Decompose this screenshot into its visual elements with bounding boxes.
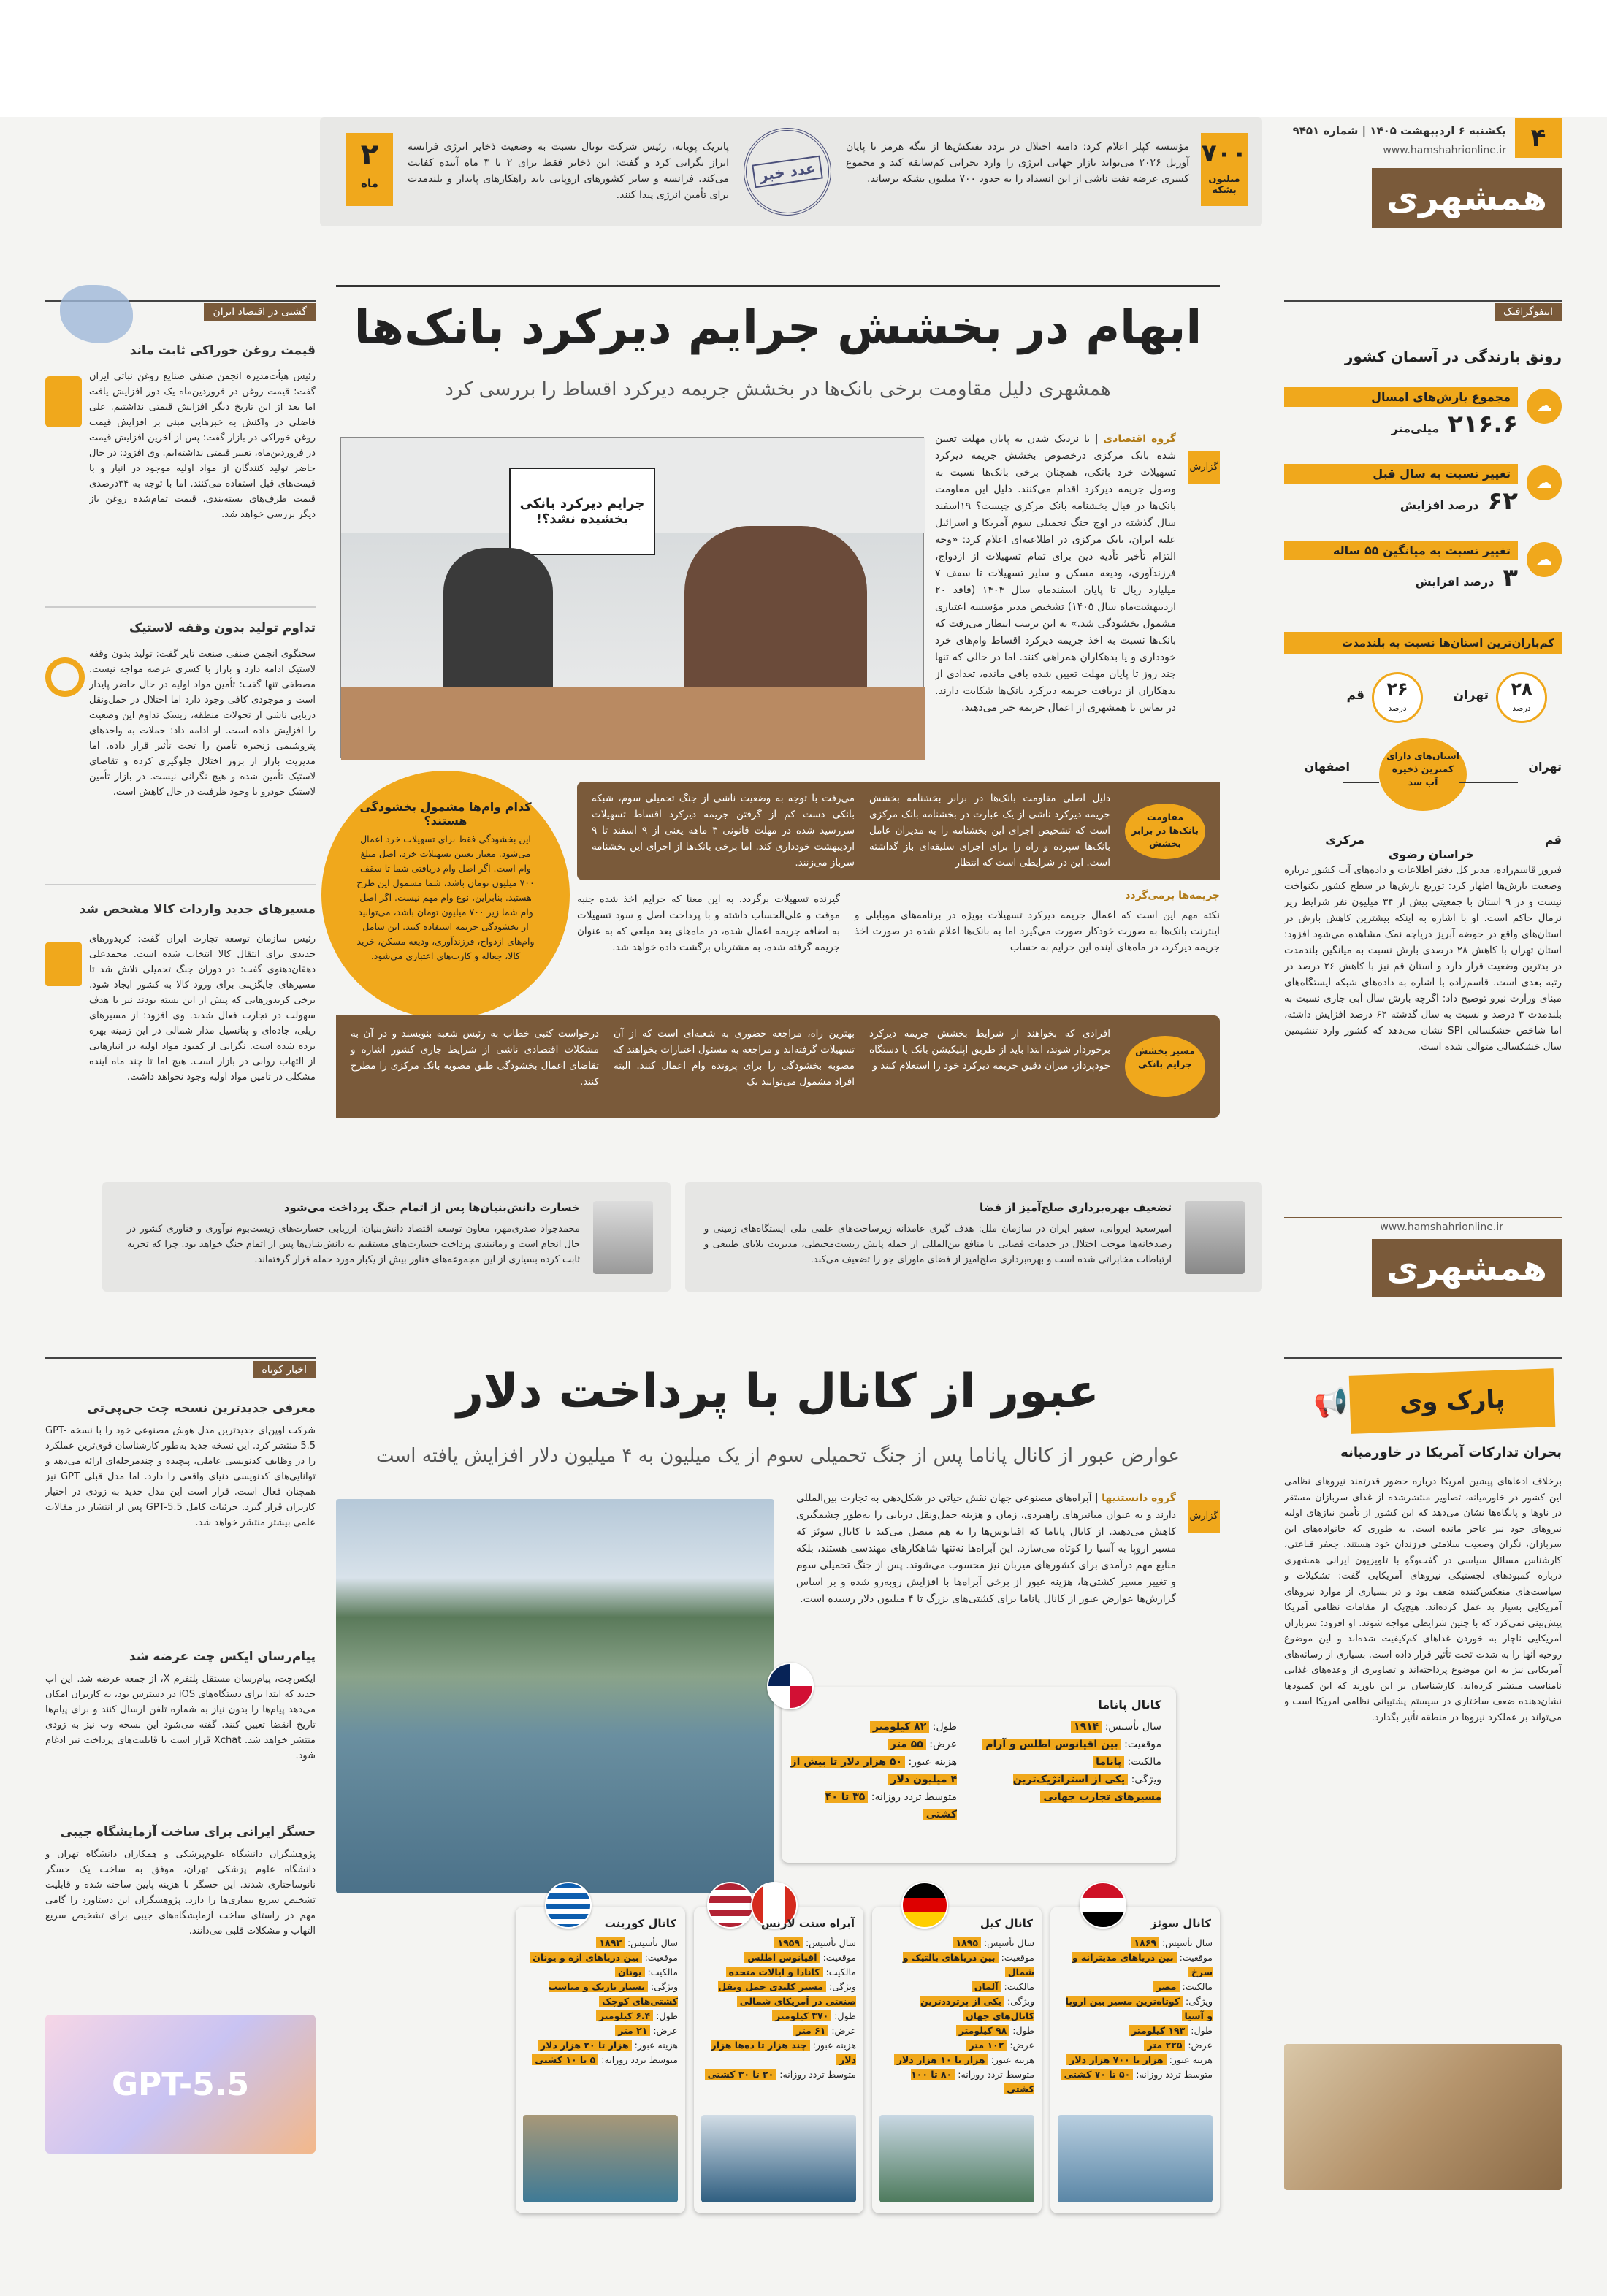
news-text-2: سخنگوی انجمن صنفی صنعت تایر گفت: تولید بدون وقفه لاستیک ادامه دارد و بازار با کسری عرضه مواجه نیست. مصطفی تنها گفت: تأمین مواد اولیه در حال حاضر پایدار است و موجودی کافی وجود دارد اما اختلال در حمل‌ونقل دریایی ناشی از تحولات منطقه، ریسک تداوم این وضعیت را افزایش داده است. او ادامه داد: حملات به واحدهای پتروشیمی زنجیره تأمین را تحت تأثیر قرار داده. اما مدیریت بازار از بروز اختلال جلوگیری کرده و تقاضای لاستیک تأمین شده و هیچ نگرانی نیست. در بازار تأمین لاستیک خودرو با وجود ظرفیت در حال کاهش است. bbox=[89, 649, 316, 798]
rain-unit-2: درصد افزایش bbox=[1400, 498, 1479, 512]
quote-1-text: امیرسعید ایروانی، سفیر ایران در سازمان ملل: هدف گیری عامدانه زیرساخت‌های علمی ملی ایستگاه‌های زمینی و رصدخانه‌ها موجب اختلال در خدمات فضایی با منافع بین‌المللی از جمله پایش زیست‌محیطی، مدیریت بلایای طبیعی و ارتباطات مخابراتی شده است و بهره‌برداری صلح‌آمیز از فضای ماورای جو را تضعیف می‌کند. bbox=[704, 1224, 1172, 1265]
gpt-image bbox=[45, 2015, 316, 2154]
stlawrence-name: آبراه سنت لارنس bbox=[761, 1917, 855, 1930]
subheadline-1: همشهری دلیل مقاومت برخی بانک‌ها در بخشش جریمه دیرکرد اقساط را بررسی کرد bbox=[445, 378, 1111, 400]
canal-card-kiel: کانال کیل سال تأسیس: ۱۸۹۵ موقعیت: بین دریاهای بالتیک و شمال مالکیت: آلمان ویژگی: یکی از پرترددترین کانال‌های جهان طول: ۹۸ کیلومتر عرض: ۱۰۲ متر هزینه عبور: هزار تا ۱۰ هزار دلار متوسط تردد روزانه: ۸۰ تا ۱۰۰ کشتی bbox=[872, 1907, 1042, 2213]
report-tag-1: گزارش bbox=[1188, 451, 1220, 484]
short-title-1: معرفی جدیدترین نسخه چت جی‌پی‌تی bbox=[87, 1401, 316, 1416]
band-1-text-a: دلیل اصلی مقاومت بانک‌ها در برابر بخشنامه بخشش جریمه دیرکرد ناشی از یک عبارت در بخشنامه بانک مرکزی است که تشخیص اجرای این بخشنامه را به مدیران عامل بانک‌ها سپرده و راه را برای اجرای سلیقه‌ای باز گذاشته است. این در شرایطی است که انتظار bbox=[869, 793, 1110, 869]
parkway-title: بحران تدارکات آمریکا در خاورمیانه bbox=[1340, 1445, 1562, 1460]
site-url: www.hamshahrionline.ir bbox=[1383, 145, 1506, 156]
stat-700-unit: میلیون بشکه bbox=[1208, 174, 1240, 196]
quote-1-avatar bbox=[1185, 1201, 1245, 1274]
left-column-bottom bbox=[45, 1357, 316, 2205]
panama-name: کانال پاناما bbox=[1098, 1698, 1161, 1712]
stlawrence-photo bbox=[701, 2115, 856, 2202]
main-story-1 bbox=[336, 285, 1220, 1132]
headline-2: عبور از کانال با پرداخت دلار bbox=[457, 1365, 1099, 1419]
megaphone-icon: 📢 bbox=[1313, 1387, 1348, 1419]
mid-text-b: نکته مهم این است که اعمال جریمه دیرکرد تسهیلات بویژه در برنامه‌های موبایلی و اینترنت بانک‌ها به صورت خودکار صورت می‌گیرد اما به بانک‌ها اعلام شده در صورت اخذ جریمه دیرکرد، در ماه‌های آینده این جرایم به حساب bbox=[855, 909, 1220, 953]
cloud-snow-icon: ☁ bbox=[1527, 542, 1562, 577]
short-text-2: ایکس‌چت، پیام‌رسان مستقل پلتفرم X، از جمعه عرضه شد. این اپ جدید که ابتدا برای دستگاه‌های iOS در دسترس بود، به کاربران امکان می‌دهد پیام‌ها را بدون نیاز به شماره تلفن ارسال کنند و برای پیام‌ها تاریخ انقضا تعیین کنند. گفته می‌شود این نسخه وب نیز به زودی منتشر خواهد شد. Xchat قرار است با قابلیت‌های پرداخت نیز ادغام شود. bbox=[45, 1674, 316, 1761]
dam-isfahan: اصفهان bbox=[1304, 760, 1350, 774]
quote-2-text: محمدجواد صدری‌مهر، معاون توسعه اقتصاد دانش‌بنیان: ارزیابی خسارت‌های زیست‌بوم نوآوری و فناوری کشور در حال انجام است و زمانبندی پرداخت خسارت‌های مستقیم به دانش‌بنیان‌ها پس از اتمام جنگ خواهد بود. چرا که تجربه ثابت کرده بسیاری از این مجموعه‌های فناور بیش از یکبار مورد حمله قرار گرفته‌اند. bbox=[127, 1224, 580, 1265]
bank-illustration bbox=[340, 437, 924, 758]
province-qom: ۲۶ درصد bbox=[1372, 672, 1423, 723]
canal-card-corinth: کانال کورینت سال تأسیس: ۱۸۹۳ موقعیت: بین دریاهای ازه و یونان مالکیت: یونان ویژگی: بسیار باریک و مناسب کشتی‌های کوچک طول: ۶.۴ کیلومتر عرض: ۲۱ متر هزینه عبور: هزار تا ۲۰ هزار دلار متوسط تردد روزانه: ۵ تا ۱۰ کشتی bbox=[516, 1907, 685, 2213]
province-tehran-name: تهران bbox=[1453, 688, 1489, 703]
suez-name: کانال سوئز bbox=[1150, 1917, 1211, 1930]
dam-khorasan: خراسان رضوی bbox=[1388, 847, 1474, 861]
province-qom-name: قم bbox=[1346, 688, 1364, 703]
tire-icon bbox=[45, 657, 85, 697]
band-2-text-c: درخواست کتبی خطاب به رئیس شعبه بنویسند و در آن به مشکلات اقتصادی ناشی از شرایط جاری کشور اشاره و تقاضای اعمال بخشودگی طبق مصوبه بانک مرکزی را مطرح کنند. bbox=[351, 1028, 599, 1088]
corinth-name: کانال کورینت bbox=[604, 1917, 676, 1930]
infographic-text: فیروز قاسم‌زاده، مدیر کل دفتر اطلاعات و داده‌های آب کشور درباره وضعیت بارش‌ها اظهار کرد: توزیع بارش‌ها در سطح کشور یکنواخت نیست و در ۹ استان با جمعیتی بیش از ۳۴ میلیون نفر شرایط زیر نرمال حاکم است. او با اشاره به اینکه بیشترین کاهش بارش در استان‌های واقع در حوضه آبریز دریاچه نمک مشاهده می‌شود افزود: استان تهران با کاهش ۲۸ درصدی بارش نسبت به میانگین بلندمدت در بدترین وضعیت قرار دارد و استان قم نیز با کاهش ۲۶ درصد در رتبه بعدی است. قاسم‌زاده با اشاره به داده‌های شبکه ایستگاه‌های مبنای وزارت نیرو توضیح داد: اگرچه بارش سال آبی جاری نسبت به بلندمدت ۳ درصد و نسبت به سال گذشته ۶۲ درصد افزایش داشته، اما شاخص خشکسالی SPI نشان می‌دهد که کشور وارد تنشیمین سال خشکسالی متوالی شده است. bbox=[1284, 864, 1562, 1053]
parkway-column bbox=[1284, 1357, 1562, 2205]
masthead bbox=[1284, 118, 1562, 228]
kiel-name: کانال کیل bbox=[980, 1917, 1033, 1930]
crane-icon bbox=[45, 942, 82, 986]
counter bbox=[341, 687, 925, 760]
band-2-text-b: بهترین راه، مراجعه حضوری به شعبه‌ای است که از آن تسهیلات گرفته‌اند و مراجعه به مسئول اعتبارات بخواهند که مصوبه بخشودگی را برای پرونده وام اعمال کنند. البته افراد مشمول می‌توانند یک bbox=[614, 1028, 855, 1088]
lead-text-2: گروه دانستنیها | آبراه‌های مصنوعی جهان نقش حیاتی در شکل‌دهی به تجارت بین‌المللی دارند و به عنوان میانبرهای راهبردی، زمان و هزینه حمل‌ونقل دریایی را به‌طور چشمگیری کاهش می‌دهند. از کانال پاناما که اقیانوس‌ها را به هم متصل می‌کند تا کانال سوئز که مسیر اروپا به آسیا را کوتاه می‌سازد. این آبراه‌ها نه‌تنها شاهکارهای مهندسی هستند، بلکه منابع مهم درآمدی برای کشورهای میزبان نیز محسوب می‌شوند. پس از جنگ تحمیلی سوم و تغییر مسیر کشتی‌ها، هزینه عبور از برخی آبراه‌ها با افزایش روبه‌رو شده و بر اساس گزارش‌ها عوارض عبور از کانال پاناما برای کشتی‌های بزرگ تا ۴ میلیون دلار رسیده است. bbox=[796, 1492, 1176, 1605]
main-story-2 bbox=[336, 1344, 1220, 2221]
parkway-label: پارک وی bbox=[1399, 1384, 1505, 1418]
lead-text-1: گروه اقتصادی | با نزدیک شدن به پایان مهلت تعیین شده بانک مرکزی درخصوص بخشش جریمه دیرکرد تسهیلات خرد بانکی، همچنان برخی بانک‌ها نسبت به وصول جریمه دیرکرد اقدام می‌کنند. دلیل این مقاومت بانک‌ها در قبال بخشنامه بانک مرکزی چیست؟ ۱۹اسفند سال گذشته در اوج جنگ تحمیلی سوم آمریکا و اسرائیل علیه ایران، بانک مرکزی در اطلاعیه‌ای اعلام کرد: «وجه التزام تأخیر تأدیه دین برای تمام تسهیلات از ازدواج، فرزندآوری، ودیعه مسکن و سایر تسهیلات تا سقف ۷ میلیارد ریال تا پایان اسفندماه سال ۱۴۰۴ (فاقد ۲۰ اردیبهشت‌ماه سال ۱۴۰۵) تشخیص مدیر مؤسسه اعتباری مشمول بخشودگی شد.» به این ترتیب انتظار می‌رفت که بانک‌ها نسبت به اخذ جریمه دیرکرد اقساط وام‌های خرد خودداری و یا بدهکاران همراهی کنند. اما در حالی که تنها چند روز تا پایان مهلت تعیین شده باقی مانده، تعدادی از بدهکاران از دریافت جریمه دیرکرد بانک‌ها شکایت دارند. در تماس با همشهری از اعمال جریمه خبر می‌دهند. bbox=[935, 433, 1176, 714]
question-title: کدام وام‌ها مشمول بخشودگی هستند؟ bbox=[359, 800, 532, 828]
dam-markazi: مرکزی bbox=[1325, 833, 1364, 847]
infographic-tag: اینفوگرافیک bbox=[1495, 303, 1562, 321]
subheadline-2: عوارض عبور از کانال پاناما پس از جنگ تحمیلی سوم از یک میلیون به ۴ میلیون دلار افزایش یافته است bbox=[375, 1445, 1180, 1467]
page-num-badge: ۴ bbox=[1515, 118, 1562, 158]
parkway-banner bbox=[1349, 1368, 1556, 1434]
clerk-figure bbox=[443, 548, 553, 701]
quote-2 bbox=[102, 1182, 671, 1292]
rain-label-2: تغییر نسبت به سال قبل bbox=[1284, 464, 1518, 484]
logo-2: همشهری bbox=[1372, 1239, 1562, 1297]
dam-qom: قم bbox=[1544, 833, 1562, 847]
stat-700: ۷۰۰ bbox=[1201, 139, 1248, 168]
infographic bbox=[1284, 300, 1562, 1132]
rain-value-1: ۲۱۶.۶ bbox=[1448, 410, 1518, 439]
cloud-icon: ☁ bbox=[1527, 465, 1562, 500]
quote-2-avatar bbox=[593, 1201, 653, 1274]
band-2-text-a: افرادی که بخواهند از شرایط بخشش جریمه دیرکرد برخوردار شوند، ابتدا باید از طریق اپلیکیشن بانک یا دستگاه خودپرداز، میزان دقیق جریمه دیرکرد خود را استعلام کنند و bbox=[869, 1028, 1110, 1072]
short-text-3: پژوهشگران دانشگاه علوم‌پزشکی و همکاران دانشگاه تهران و دانشگاه علوم پزشکی تهران، موفق به ساخت یک حسگر نانوساختاری شدند. این حسگر با هزینه پایین ساخته شده و قابلیت تشخیص سریع بیماری‌ها را دارد. پژوهشگران این دستاورد را گامی مهم در راستای ساخت آزمایشگاه‌های جیبی برای تشخیص سریع التهاب و مشکلات قلبی می‌دانند. bbox=[45, 1849, 316, 1937]
mid-text-a: گیرنده تسهیلات برگردد. به این معنا که جرایم اخذ شده جنبه موقت و علی‌الحساب داشته و با پرداخت اصل و سود تسهیلات به اضافه جریمه اعمال شده، در ماه‌های بعد مبلغی که به عنوان جریمه گرفته شده، به مشتریان برگشت داده خواهد شد. bbox=[577, 893, 840, 953]
canal-card-suez: کانال سوئز سال تأسیس: ۱۸۶۹ موقعیت: بین دریاهای مدیترانه و سرخ مالکیت: مصر ویژگی: کوتاه‌ترین مسیر بین اروپا و آسیا طول: ۱۹۳ کیلومتر عرض: ۲۲۵ متر هزینه عبور: هزار تا ۷۰۰ هزار دلار متوسط تردد روزانه: ۵۰ تا ۷۰ کشتی bbox=[1050, 1907, 1220, 2213]
iran-map-icon bbox=[60, 285, 133, 343]
oil-icon bbox=[45, 376, 82, 427]
panama-canal-photo bbox=[336, 1499, 774, 1893]
short-title-3: حسگر ایرانی برای ساخت آزمایشگاه جیبی bbox=[60, 1825, 316, 1839]
news-text-3: رئیس سازمان توسعه تجارت ایران گفت: کریدورهای جدیدی برای انتقال کالا انتخاب شده است. محمدعلی دهقان‌دهنوی گفت: در دوران جنگ تحمیلی تلاش شد تا مسیرهای جایگزینی برای ورود کالا به کشور ایجاد شود. برخی کریدورهایی که پیش از این بسته بودند نیز با هدف سهولت در تجارت فعال شدند. وی افزود: از مسیرهای ریلی، جاده‌ای و پتانسیل مدار شمالی در این زمینه بهره برده شده است. نگرانی از کمبود مواد اولیه در انبارهایی از التهاب روانی در بازار است. هیچ اما تا چند ماه آینده مشکلی در تامین مواد اولیه وجود نخواهد داشت. bbox=[89, 934, 316, 1083]
section-tag: گشتی در اقتصاد ایران bbox=[204, 303, 316, 321]
short-text-1: شرکت اوپن‌ای جدیدترین مدل هوش مصنوعی خود را با نسخه GPT-5.5 منتشر کرد. این نسخه جدید به‌طور کارشناسان قوی‌ترین عملکرد را در وظایف کدنویسی عاملی، پیچیده و چندمرحله‌ای ارائه می‌دهد و توانایی‌های کدنویسی دنیای واقعی را دارد. اما مدل قبلی GPT نیز همچنان فعال است. قرار است این مدل جدید به زودی در اختیار کاربران قرار گیرد. جزئیات کامل GPT-5.5 پس از انتشار در مقالات علمی بیشتر منتشر خواهد شد. bbox=[45, 1425, 316, 1528]
left-column-top bbox=[45, 300, 316, 1118]
quote-1 bbox=[685, 1182, 1262, 1292]
rain-label-1: مجموع بارش‌های امسال bbox=[1284, 387, 1518, 407]
question-text: این بخشودگی فقط برای تسهیلات خرد اعمال می‌شود. معیار تعیین تسهیلات خرد، اصل مبلغ وام است. اگر اصل وام دریافتی شما تا سقف ۷۰۰ میلیون تومان باشد، شما مشمول این طرح هستید. بنابراین، نوع وام مهم نیست. اگر اصل وام شما زیر ۷۰۰ میلیون تومان باشد، می‌توانید از بخشودگی جریمه استفاده کنید. این شامل وام‌های ازدواج، فرزندآوری، ودیعه مسکن، خرید کالا، جعاله و کارت‌های اعتباری می‌شود. bbox=[356, 834, 535, 961]
sign-text: جرایم دیرکرد بانکی بخشیده نشد؟! bbox=[509, 468, 655, 555]
infographic-title: رونق بارندگی در آسمان کشور bbox=[1344, 348, 1562, 365]
mid-title-b: جریمه‌ها برمی‌گردد bbox=[1125, 890, 1220, 901]
report-tag-2: گزارش bbox=[1188, 1500, 1220, 1533]
gpt-image-label: GPT-5.5 bbox=[111, 2065, 250, 2103]
stat-2-unit: ماه bbox=[361, 177, 378, 190]
band-2-tag: مسیر بخشش جرایم بانکی bbox=[1125, 1036, 1205, 1097]
site-url-2: www.hamshahrionline.ir bbox=[1380, 1221, 1503, 1233]
greece-flag bbox=[545, 1882, 592, 1929]
kiel-photo bbox=[879, 2115, 1034, 2202]
news-title-2: تداوم تولید بدون وقفه لاستیک bbox=[129, 621, 316, 636]
rain-unit-3: درصد افزایش bbox=[1415, 575, 1495, 589]
short-news-tag: اخبار کوتاه bbox=[253, 1361, 316, 1378]
rain-label-3: تغییر نسبت به میانگین ۵۵ ساله bbox=[1284, 541, 1518, 560]
number-news-strip bbox=[320, 117, 1262, 226]
germany-flag bbox=[901, 1882, 948, 1929]
quote-1-title: تضعیف بهره‌برداری صلح‌آمیز از فضا bbox=[980, 1201, 1172, 1214]
corinth-photo bbox=[523, 2115, 678, 2202]
dam-tehran: تهران bbox=[1528, 760, 1562, 774]
canal-card-panama: کانال پاناما سال تأسیس: ۱۹۱۴ موقعیت: بین اقیانوس اطلس و آرام مالکیت: پاناما ویژگی: یکی از استراتژیک‌ترین مسیرهای تجارت جهانی طول: ۸۲ کیلومتر عرض: ۵۵ متر هزینه عبور: ۵۰ هزار دلار تا بیش از ۴ میلیون دلار متوسط تردد روزانه: ۳۵ تا ۴۰ کشتی bbox=[782, 1687, 1176, 1863]
issue-date: یکشنبه ۶ اردیبهشت ۱۴۰۵ | شماره ۹۴۵۱ bbox=[1292, 124, 1506, 137]
news-title-3: مسیرهای جدید واردات کالا مشخص شد bbox=[79, 902, 316, 917]
header-top bbox=[0, 0, 1607, 117]
parkway-text: برخلاف ادعاهای پیشین آمریکا درباره حضور قدرتمند نیروهای نظامی این کشور در خاورمیانه، تصاویر منتشرشده از غذای سربازان مستقر در ناوها و پایگاه‌ها نشان می‌دهد که این کشور از تأمین نیازهای اولیه نیروهای خود نیز عاجز مانده است. به طوری که خانواده‌های این سربازان، نگران وضعیت سلامتی فرزندان خود هستند. جعفر قناعتی، کارشناس مسائل سیاسی در گفت‌وگو با تلویزیون ایرانی همشهری درباره کمبودهای لجستیکی نیروهای آمریکایی گفت: تشکیلات و سیاست‌های منعکس‌کننده ضعف بود و در بسیاری از موارد نیروهای آمریکایی بسیار بد عمل کرده‌اند. هیچ‌یک از مقامات نظامی آمریکا پیش‌بینی نمی‌کرد که با چنین شرایطی مواجه شوند. او افزود: سربازان آمریکایی ناچار به خوردن غذاهای کم‌کیفیت شده‌اند و این موضوع روحیه آنها را به شدت تحت تأثیر قرار داده است. بسیاری از رسانه‌های آمریکایی نیز به این موضوع پرداخته‌اند و تصاویری از وعده‌های غذایی نامناسب منتشر کرده‌اند. کارشناسان بر این باورند که این کمبودها نشان‌دهنده ضعف ساختاری در سیستم پشتیبانی نظامی آمریکا است و می‌تواند بر عملکرد نیروها در منطقه تأثیر بگذارد. bbox=[1284, 1476, 1562, 1723]
panama-flag bbox=[767, 1663, 814, 1709]
rain-value-2: ۶۲ bbox=[1487, 487, 1518, 516]
band-1-tag: مقاومت بانک‌ها در برابر بخشش bbox=[1125, 804, 1205, 859]
news-text-1: رئیس هیأت‌مدیره انجمن صنفی صنایع روغن نباتی ایران گفت: قیمت روغن در فروردین‌ماه یک دور افزایش یافت اما بعد از این تاریخ دیگر افزایش قیمتی نداشتیم. علی فاضلی در واکنش به خبرهایی مبنی بر افزایش قیمت روغن خوراکی در بازار گفت: پس از آخرین افزایش قیمت در فروردین‌ماه، تغییر قیمتی نداشته‌ایم. وی افزود: در حال حاضر تولید کنندگان از مواد اولیه موجود در انبار و با قیمت‌های قبل استفاده می‌کنند. اما با توجه به ۳۴درصدی قیمت ظرف‌های بسته‌بندی، قیمت تمام‌شده روغن باز دیگر بررسی خواهد شد. bbox=[89, 371, 316, 520]
headline-1: ابهام در بخشش جرایم دیرکرد بانک‌ها bbox=[354, 301, 1202, 355]
band-1 bbox=[577, 782, 1220, 880]
dam-map-center: استان‌های دارای کمترین ذخیره آب سد bbox=[1379, 738, 1467, 811]
band-1-text-b: می‌رفت با توجه به وضعیت ناشی از جنگ تحمیلی سوم، شبکه بانکی دست کم از گرفتن جریمه دیرکرد اقساط تسهیلات سررسید شده در مهلت قانونی ۳ ماهه یعنی از ۹ اسفند تا ۹ اردیبهشت خودداری کند. اما برخی بانک‌ها از اجرای این بخشنامه سرباز می‌زنند. bbox=[592, 793, 855, 869]
stamp: عدد خبر bbox=[738, 122, 837, 221]
food-tray-photo bbox=[1284, 2044, 1562, 2190]
short-title-2: پیام‌رسان ایکس چت عرضه شد bbox=[129, 1649, 316, 1664]
news-title-1: قیمت روغن خوراکی ثابت ماند bbox=[129, 343, 316, 358]
rain-unit-1: میلی‌متر bbox=[1391, 422, 1440, 435]
stat-2: ۲ bbox=[360, 138, 379, 172]
quote-2-title: خسارت دانش‌بنیان‌ها پس از اتمام جنگ پرداخت می‌شود bbox=[283, 1201, 580, 1214]
logo: همشهری bbox=[1372, 168, 1562, 228]
stat-2-text: پاتریک پویانه، رئیس شرکت توتال نسبت به وضعیت ذخایر انرژی فرانسه ابراز نگرانی کرد و گفت: این ذخایر فقط برای ۲ تا ۳ ماه آینده کفایت می‌کند. فرانسه و سایر کشورهای اروپایی باید راهکارهای پایدار و بلندمدت برای تأمین انرژی پیدا کنند. bbox=[408, 141, 729, 201]
rain-value-3: ۳ bbox=[1503, 563, 1518, 592]
low-rain-label: کم‌باران‌ترین استان‌ها نسبت به بلندمدت bbox=[1284, 632, 1562, 654]
stat-700-text: مؤسسه کپلر اعلام کرد: دامنه اختلال در تردد نفتکش‌ها از تنگه هرمز تا پایان آوریل ۲۰۲۶ می‌تواند بازار جهانی انرژی را وارد بحرانی کم‌سابقه کند و مجموع کسری عرضه نفت ناشی از این انسداد را به حدود ۷۰۰ میلیون بشکه برساند. bbox=[846, 141, 1189, 185]
cloud-rain-icon: ☁ bbox=[1527, 389, 1562, 424]
question-circle bbox=[321, 771, 570, 1019]
usa-flag bbox=[707, 1882, 754, 1929]
canal-card-stlawrence: آبراه سنت لارنس سال تأسیس: ۱۹۵۹ موقعیت: اقیانوس اطلس مالکیت: کانادا و ایالات متحده ویژگی: مسیر کلیدی حمل ونقل صنعتی در آمریکای شمالی طول: ۳۷۰ کیلومتر عرض: ۶۱ متر هزینه عبور: چند هزار تا ده‌ها هزار دلار متوسط تردد روزانه: ۲۰ تا ۳۰ کشتی bbox=[694, 1907, 863, 2213]
egypt-flag bbox=[1080, 1882, 1126, 1929]
province-tehran: ۲۸ درصد bbox=[1496, 672, 1547, 723]
band-2 bbox=[336, 1015, 1220, 1118]
suez-photo bbox=[1058, 2115, 1213, 2202]
masthead-2 bbox=[1284, 1176, 1562, 1289]
